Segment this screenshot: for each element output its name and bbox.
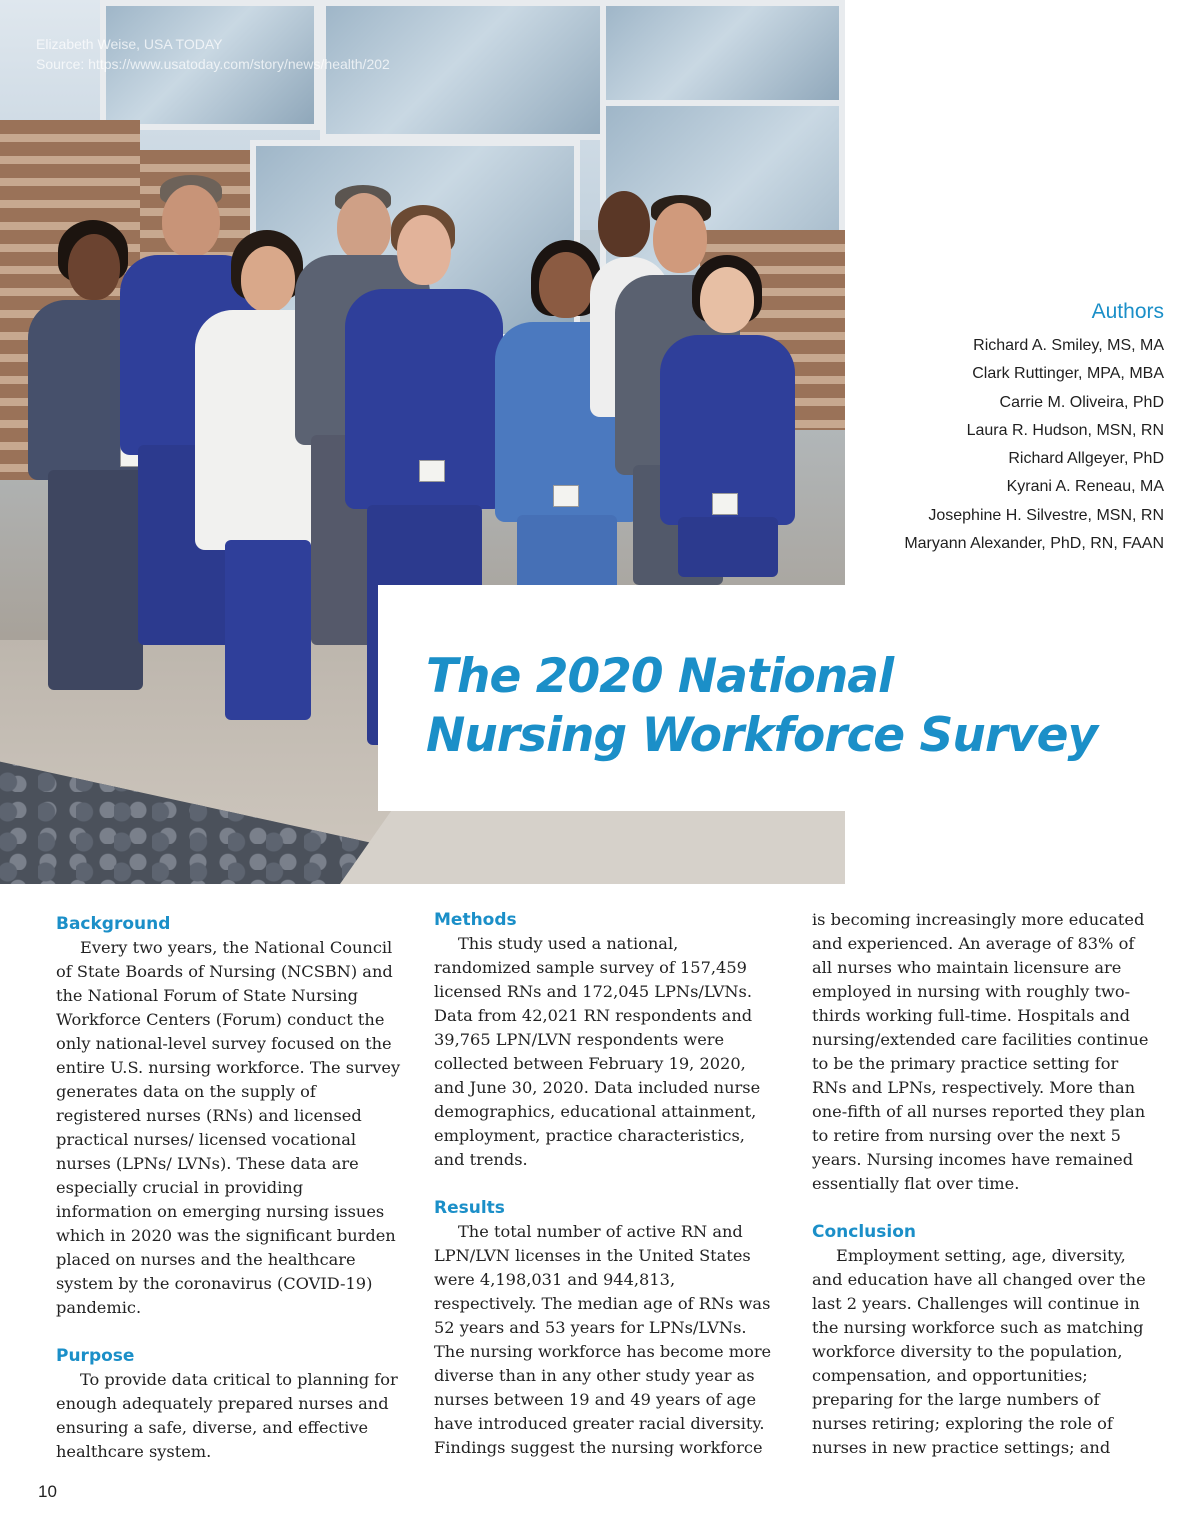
- authors-block: [904, 300, 1164, 558]
- author-name: Richard Allgeyer, PhD: [1008, 450, 1164, 468]
- title-box: [378, 585, 1200, 811]
- methods-heading: Methods: [434, 910, 517, 930]
- walkway: [340, 810, 845, 884]
- methods-text: This study used a national, randomized sample survey of 157,459 licensed RNs and 172,045 LPNs/LVNs. Data from 42,021 RN respondents and 39,765 LPN/LVN respondents were collected between February 19, 2020, and June 30, 2020. Data included nurse demographics, educational attainment, employment, practice characteristics, and trends.: [434, 934, 761, 1169]
- building-window: [600, 0, 845, 110]
- results-text-continued: is becoming increasingly more educated and experienced. An average of 83% of all nurses who maintain licensure are employed in nursing with roughly two-thirds working full-time. Hospitals and nursing/extended care facilities continue to be the primary practice setting for RNs and LPNs, respectively. More than one-fifth of all nurses reported they plan to retire from nursing over the next 5 years. Nursing incomes have remained essentially flat over time.: [812, 910, 1149, 1193]
- author-name: Maryann Alexander, PhD, RN, FAAN: [904, 535, 1164, 553]
- title-line-2: Nursing Workforce Survey: [426, 708, 1098, 763]
- photo-credit-source: Source: https://www.usatoday.com/story/news/health/202: [36, 56, 390, 72]
- authors-heading: Authors: [1091, 300, 1164, 323]
- column-1: [56, 912, 402, 1464]
- purpose-text: To provide data critical to planning for enough adequately prepared nurses and ensuring a safe, diverse, and effective healthcare system.: [56, 1370, 398, 1461]
- title-line-1: The 2020 National: [426, 649, 894, 704]
- author-name: Richard A. Smiley, MS, MA: [973, 337, 1164, 354]
- results-heading: Results: [434, 1198, 505, 1218]
- author-name: Carrie M. Oliveira, PhD: [999, 393, 1164, 411]
- page-number: 10: [38, 1482, 57, 1501]
- background-heading: Background: [56, 914, 171, 934]
- conclusion-text: Employment setting, age, diversity, and education have all changed over the last 2 years. Challenges will continue in the nursing workforce such as matching workforce diversity to the population, compensation, and opportunities; preparing for the large numbers of nurses retiring; exploring the role of nurses in new practice settings; and: [812, 1246, 1146, 1457]
- author-name: Josephine H. Silvestre, MSN, RN: [928, 506, 1164, 524]
- results-text: The total number of active RN and LPN/LVN licenses in the United States were 4,198,031 and 944,813, respectively. The median age of RNs was 52 years and 53 years for LPNs/LVNs. The nursing workforce has become more diverse than in any other study year as nurses between 19 and 49 years of age have introduced greater racial diversity. Findings suggest the nursing workforce: [434, 1222, 772, 1457]
- column-2: [434, 908, 780, 1460]
- photo-credit-author: Elizabeth Weise, USA TODAY: [36, 36, 223, 52]
- background-text: Every two years, the National Council of State Boards of Nursing (NCSBN) and the National Forum of State Nursing Workforce Centers (Forum) conduct the only national-level survey focused on the entire U.S. nursing workforce. The survey generates data on the supply of registered nurses (RNs) and licensed practical nurses/ licensed vocational nurses (LPNs/ LVNs). These data are especially crucial in providing information on emerging nursing issues which in 2020 was the significant burden placed on nurses and the healthcare system by the coronavirus (COVID-19) pandemic.: [56, 938, 401, 1317]
- purpose-heading: Purpose: [56, 1346, 135, 1366]
- author-name: Kyrani A. Reneau, MA: [1006, 478, 1164, 496]
- author-name: Clark Ruttinger, MPA, MBA: [972, 365, 1164, 383]
- conclusion-heading: Conclusion: [812, 1222, 916, 1242]
- article-title: [426, 647, 1097, 765]
- column-3: [812, 908, 1158, 1460]
- author-name: Laura R. Hudson, MSN, RN: [966, 421, 1164, 439]
- photo-credit: [36, 34, 390, 74]
